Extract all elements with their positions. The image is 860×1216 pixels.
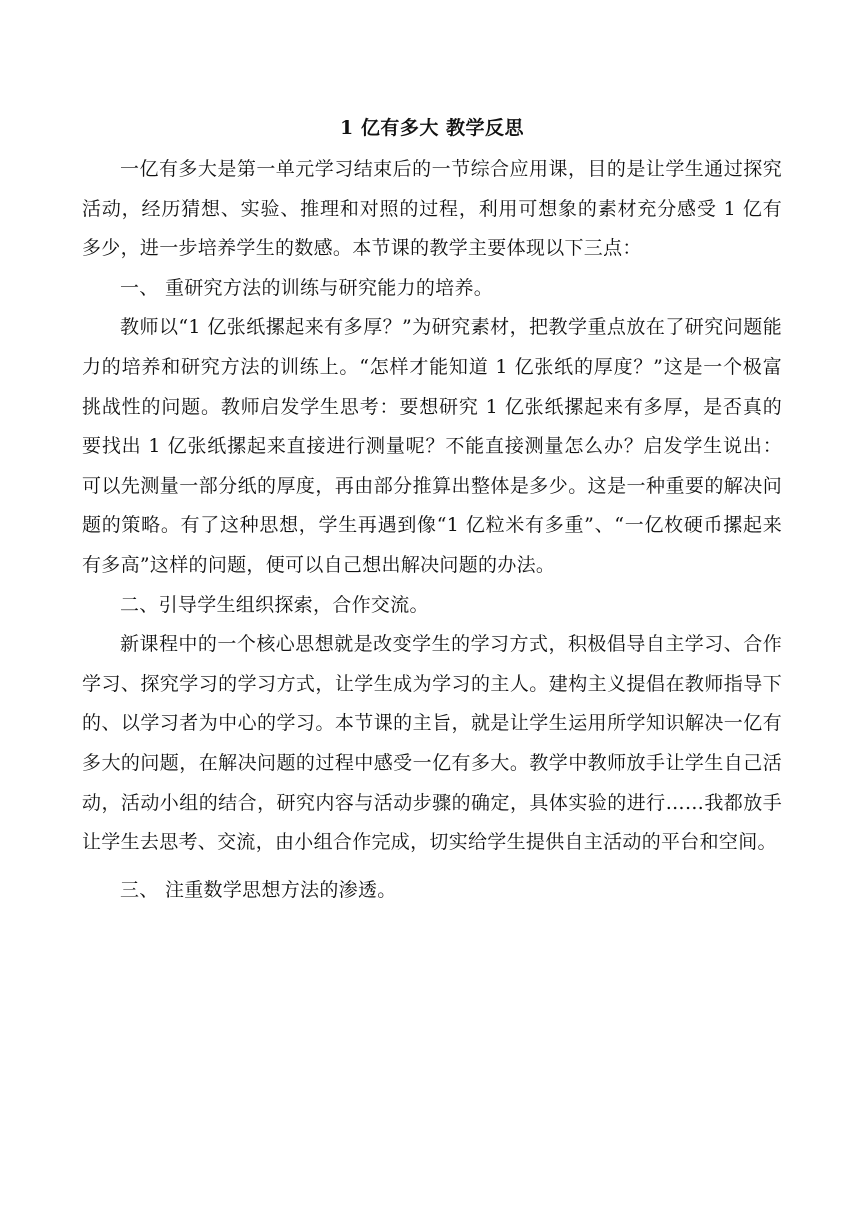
section-heading-2: 二、引导学生组织探索，合作交流。 bbox=[120, 593, 429, 616]
paragraph-section-1: 教师以“1 亿张纸摞起来有多厚？”为研究素材，把教学重点放在了研究问题能力的培养和研究方法的训练上。“怎样才能知道 1 亿张纸的厚度？”这是一个极富挑战性的问题。教师启发学生思考：要想研究 1 亿张纸摞起来有多厚，是否真的要找出 1 亿张纸摞起来直接进行测量呢？不能直接测量怎么办？启发学生说出：可以先测量一部分纸的厚度，再由部分推算出整体是多少。这是一种重要的解决问题的策略。有了这种思想，学生再遇到像“1 亿粒米有多重”、“一亿枚硬币摞起来有多高”这样的问题，便可以自己想出解决问题的办法。 bbox=[82, 316, 782, 576]
document-body bbox=[82, 112, 782, 910]
section-heading-1: 一、 重研究方法的训练与研究能力的培养。 bbox=[120, 276, 494, 299]
paragraph-intro: 一亿有多大是第一单元学习结束后的一节综合应用课，目的是让学生通过探究活动，经历猜想、实验、推理和对照的过程，利用可想象的素材充分感受 1 亿有多少，进一步培养学生的数感。本节课的教学主要体现以下三点： bbox=[82, 158, 782, 260]
section-heading-3: 三、 注重数学思想方法的渗透。 bbox=[120, 878, 397, 901]
paragraph-section-2: 新课程中的一个核心思想就是改变学生的学习方式，积极倡导自主学习、合作学习、探究学习的学习方式，让学生成为学习的主人。建构主义提倡在教师指导下的、以学习者为中心的学习。本节课的主旨，就是让学生运用所学知识解决一亿有多大的问题，在解决问题的过程中感受一亿有多大。教学中教师放手让学生自己活动，活动小组的结合，研究内容与活动步骤的确定，具体实验的进行……我都放手让学生去思考、交流，由小组合作完成，切实给学生提供自主活动的平台和空间。 bbox=[82, 633, 782, 854]
document-title: 1 亿有多大 教学反思 bbox=[340, 117, 524, 139]
